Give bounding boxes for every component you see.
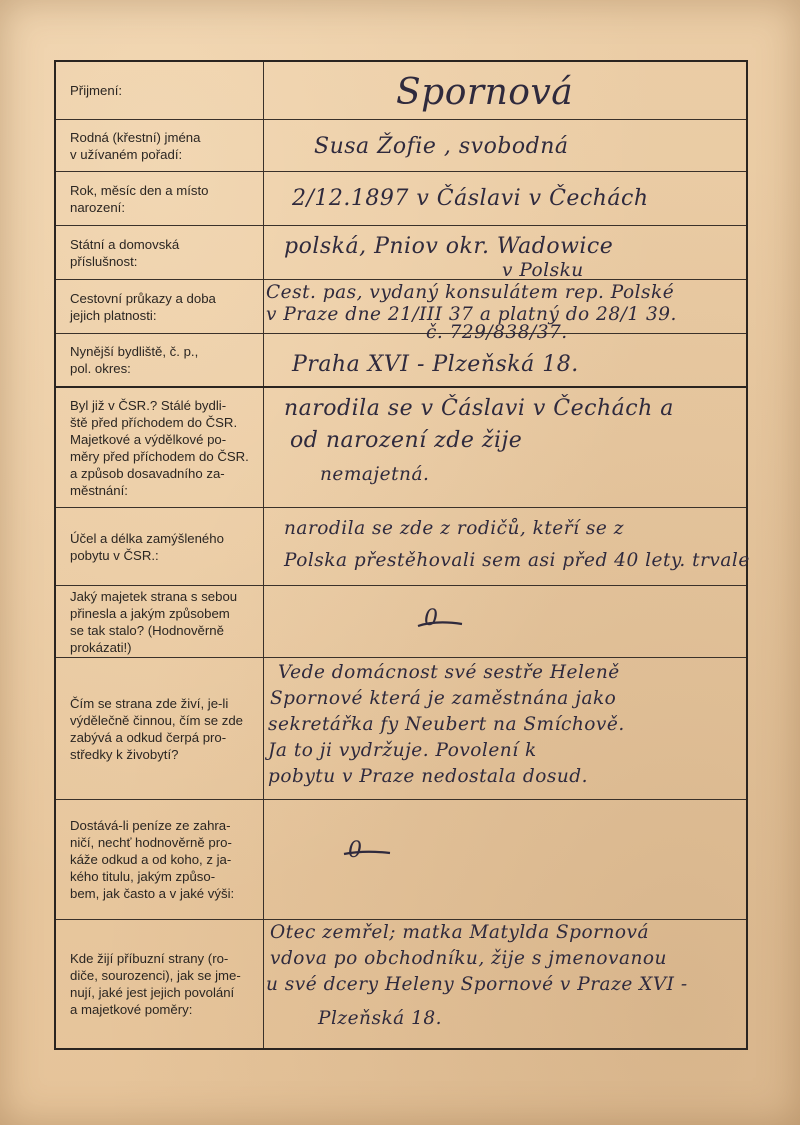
prior-stay-answer-line-3: nemajetná. <box>320 464 430 485</box>
form-row-passports <box>56 280 746 343</box>
registration-form-table <box>54 60 748 1050</box>
property-answer: 0 <box>424 606 439 631</box>
form-row-property <box>56 586 746 658</box>
nil-dash-mark <box>342 846 394 862</box>
label-cell <box>56 508 264 585</box>
form-row-purpose <box>56 508 750 586</box>
label-cell <box>56 388 264 507</box>
relatives-answer-line-1: Otec zemřel; matka Matylda Spornová <box>270 922 650 943</box>
birth-label: Rok, měsíc den a místo narození: <box>70 182 209 215</box>
form-row-given-names <box>56 120 746 172</box>
livelihood-answer-line-1: Vede domácnost své sestře Heleně <box>278 662 620 683</box>
residence-answer: Praha XVI - Plzeňská 18. <box>292 352 579 377</box>
prior-stay-label: Byl již v ČSR.? Stálé bydli- ště před příchodem do ČSR. Majetkové a výdělkové po- měry před příchodem do ČSR. a způsob dosavadního za- městnání: <box>70 397 249 498</box>
livelihood-answer-line-4: Ja to ji vydržuje. Povolení k <box>268 740 537 761</box>
form-row-livelihood <box>56 658 746 800</box>
purpose-label: Účel a délka zamýšleného pobytu v ČSR.: <box>70 530 224 563</box>
passports-answer-line-1: Cest. pas, vydaný konsulátem rep. Polské <box>266 282 675 303</box>
label-cell <box>56 280 264 333</box>
surname-label: Přijmení: <box>70 83 123 98</box>
birth-answer: 2/12.1897 v Čáslavi v Čechách <box>292 186 649 211</box>
citizenship-answer-line-2: v Polsku <box>502 260 584 281</box>
passports-label: Cestovní průkazy a doba jejich platnosti: <box>70 290 216 323</box>
relatives-answer-line-2: vdova po obchodníku, žije s jmenovanou <box>270 948 667 969</box>
label-cell <box>56 172 264 225</box>
label-cell <box>56 920 264 1048</box>
label-cell <box>56 800 264 919</box>
form-row-prior-stay <box>56 388 746 508</box>
purpose-answer-line-1: narodila se zde z rodičů, kteří se z <box>284 518 624 539</box>
passports-answer-line-3: č. 729/838/37. <box>426 322 568 343</box>
foreign-money-answer: 0 <box>348 838 363 863</box>
nil-dash-mark <box>416 616 466 632</box>
relatives-answer-line-3: u své dcery Heleny Spornové v Praze XVI - <box>266 974 688 995</box>
livelihood-answer-line-5: pobytu v Praze nedostala dosud. <box>268 766 588 787</box>
passports-answer-line-2: v Praze dne 21/III 37 a platný do 28/1 39. <box>266 304 677 325</box>
label-cell <box>56 334 264 386</box>
form-row-citizenship <box>56 226 746 280</box>
given-names-answer: Susa Žofie , svobodná <box>314 134 569 159</box>
citizenship-answer: polská, Pniov okr. Wadowice <box>284 234 614 259</box>
foreign-money-label: Dostává-li peníze ze zahra- ničí, nechť hodnověrně pro- káže odkud a od koho, z ja- kého titulu, jakým způso- bem, jak často a v jaké výši: <box>70 818 235 901</box>
relatives-label: Kde žijí příbuzní strany (ro- diče, sourozenci), jak se jme- nují, jaké jest jejich povolání a majetkové poměry: <box>70 951 241 1017</box>
label-cell <box>56 120 264 171</box>
citizenship-label: Státní a domovská příslušnost: <box>70 236 180 269</box>
given-names-label: Rodná (křestní) jména v užívaném pořadí: <box>70 129 201 162</box>
form-row-surname <box>56 62 746 120</box>
relatives-answer-line-4: Plzeňská 18. <box>318 1008 443 1029</box>
livelihood-answer-line-2: Spornové která je zaměstnána jako <box>270 688 617 709</box>
label-cell <box>56 226 264 279</box>
prior-stay-answer-line-2: od narození zde žije <box>290 428 523 453</box>
form-row-relatives <box>56 920 746 1048</box>
property-label: Jaký majetek strana s sebou přinesla a jakým způsobem se tak stalo? (Hodnověrně prokázati!) <box>70 588 238 655</box>
purpose-answer-line-2: Polska přestěhovali sem asi před 40 lety. trvale <box>284 550 750 571</box>
surname-answer: Spornová <box>396 72 574 113</box>
label-cell <box>56 658 264 799</box>
livelihood-answer-line-3: sekretářka fy Neubert na Smíchově. <box>268 714 625 735</box>
label-cell <box>56 586 264 657</box>
form-row-foreign-money <box>56 800 746 920</box>
livelihood-label: Čím se strana zde živí, je-li výdělečně činnou, čím se zde zabývá a odkud čerpá pro- středky k živobytí? <box>70 695 243 762</box>
residence-label: Nynější bydliště, č. p., pol. okres: <box>70 344 199 376</box>
form-row-birth <box>56 172 746 226</box>
prior-stay-answer-line-1: narodila se v Čáslavi v Čechách a <box>284 396 674 421</box>
label-cell <box>56 62 264 119</box>
form-row-residence <box>56 334 746 388</box>
